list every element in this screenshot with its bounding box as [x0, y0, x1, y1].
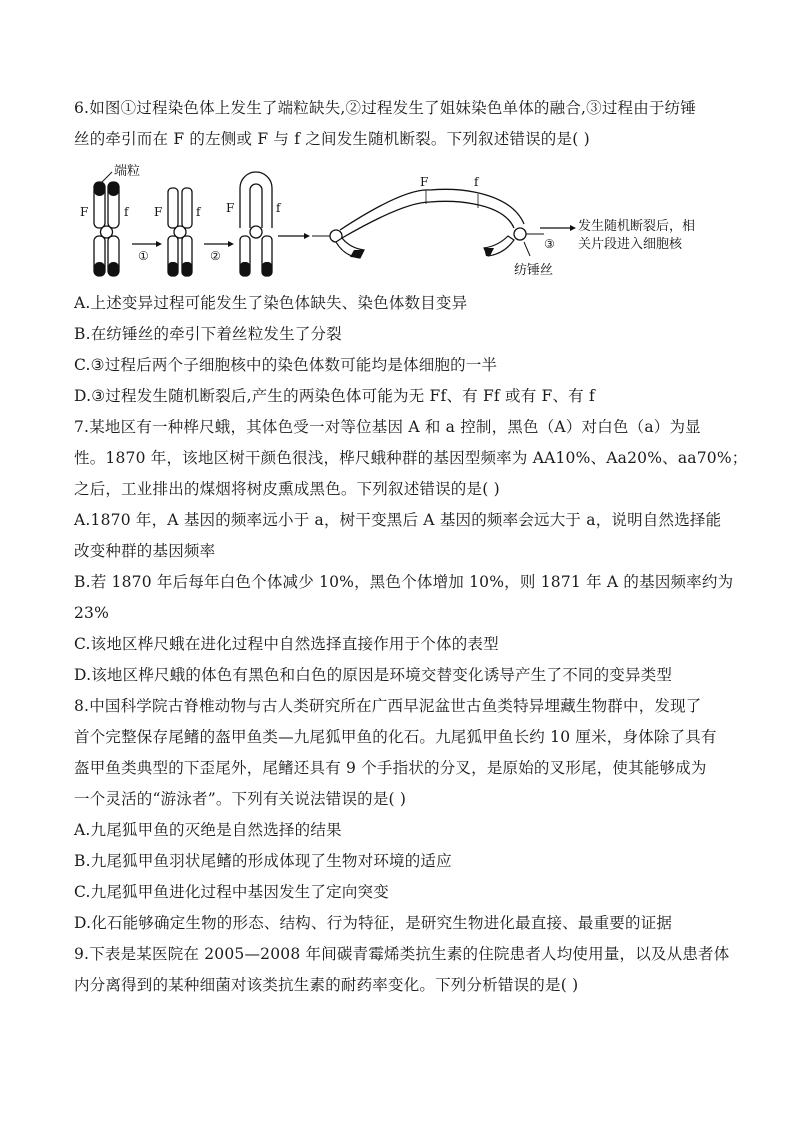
- q8-option-a: A.九尾狐甲鱼的灭绝是自然选择的结果: [74, 821, 342, 839]
- q9-stem-line1: 9.下表是某医院在 2005—2008 年间碳青霉烯类抗生素的住院患者人均使用量，以及从患者体: [74, 945, 730, 963]
- q7-option-b-line1: B.若 1870 年后每年白色个体减少 10%，黑色个体增加 10%，则 1871 年 A 的基因频率约为: [74, 573, 734, 591]
- q8-option-d: D.化石能够确定生物的形态、结构、行为特征，是研究生物进化最直接、最重要的证据: [74, 914, 673, 932]
- step3-label: ③: [544, 237, 555, 251]
- chromosome-telomere-lost: [168, 188, 192, 276]
- q6-option-a: A.上述变异过程可能发生了染色体缺失、染色体数目变异: [74, 294, 468, 312]
- spindle-label: 纺锤丝: [514, 263, 554, 278]
- allele-f-1: f: [124, 205, 129, 219]
- q7-stem-line2: 性。1870 年，该地区树干颜色很浅，桦尺蛾种群的基因型频率为 AA10%、Aa20%、aa70%；: [74, 449, 748, 467]
- q8-stem-line4: 一个灵活的“游泳者”。下列有关说法错误的是( ): [74, 790, 407, 808]
- q6-option-d: D.③过程发生随机断裂后,产生的两染色体可能为无 Ff、有 Ff 或有 F、有 f: [74, 387, 595, 405]
- q6-stem-line2: 丝的牵引而在 F 的左侧或 F 与 f 之间发生随机断裂。下列叙述错误的是( ): [74, 130, 590, 148]
- allele-F-2: F: [154, 205, 163, 219]
- q7-option-c: C.该地区桦尺蛾在进化过程中自然选择直接作用于个体的表型: [74, 635, 499, 653]
- q8-stem-line3: 盔甲鱼类典型的下歪尾外，尾鳍还具有 9 个手指状的分叉，是原始的叉形尾，使其能够成为: [74, 759, 707, 777]
- telomere-label: 端粒: [114, 164, 141, 179]
- chromosome-fused: [240, 172, 272, 276]
- allele-F-4: F: [420, 175, 429, 189]
- q7-stem-line1: 7.某地区有一种桦尺蛾，其体色受一对等位基因 A 和 a 控制，黑色（A）对白色（a）为显: [74, 418, 701, 436]
- q7-option-d: D.该地区桦尺蛾的体色有黑色和白色的原因是环境交替变化诱导产生了不同的变异类型: [74, 666, 673, 684]
- result-line2: 关片段进入细胞核: [578, 237, 683, 252]
- q6-chromosome-figure: [74, 158, 694, 282]
- q7-stem-line3: 之后，工业排出的煤烟将树皮熏成黑色。下列叙述错误的是( ): [74, 480, 500, 498]
- q8-option-c: C.九尾狐甲鱼进化过程中基因发生了定向突变: [74, 883, 389, 901]
- allele-f-3: f: [276, 201, 281, 215]
- chromosome-initial: [94, 182, 119, 276]
- q7-option-a-line1: A.1870 年，A 基因的频率远小于 a，树干变黑后 A 基因的频率会远大于 a，说明自然选择能: [74, 511, 722, 529]
- q8-option-b: B.九尾狐甲鱼羽状尾鳍的形成体现了生物对环境的适应: [74, 852, 452, 870]
- q6-stem-line1: 6.如图①过程染色体上发生了端粒缺失,②过程发生了姐妹染色单体的融合,③过程由于纺锤: [74, 99, 697, 117]
- q6-option-c: C.③过程后两个子细胞核中的染色体数可能均是体细胞的一半: [74, 356, 498, 374]
- q7-option-a-line2: 改变种群的基因频率: [74, 542, 216, 560]
- result-line1: 发生随机断裂后，相: [578, 219, 694, 234]
- q9-stem-line2: 内分离得到的某种细菌对该类抗生素的耐药率变化。下列分析错误的是( ): [74, 976, 579, 994]
- q7-option-b-line2: 23%: [74, 604, 110, 622]
- chromosome-bridge: [312, 189, 544, 258]
- q8-stem-line1: 8.中国科学院古脊椎动物与古人类研究所在广西早泥盆世古鱼类特异埋藏生物群中，发现了: [74, 697, 702, 715]
- step2-label: ②: [210, 249, 221, 263]
- allele-f-4: f: [474, 175, 479, 189]
- allele-F-1: F: [80, 205, 89, 219]
- allele-F-3: F: [226, 201, 235, 215]
- q6-option-b: B.在纺锤丝的牵引下着丝粒发生了分裂: [74, 325, 342, 343]
- allele-f-2: f: [196, 205, 201, 219]
- step1-label: ①: [138, 249, 149, 263]
- q8-stem-line2: 首个完整保存尾鳍的盔甲鱼类—九尾狐甲鱼的化石。九尾狐甲鱼长约 10 厘米，身体除了具有: [74, 728, 717, 746]
